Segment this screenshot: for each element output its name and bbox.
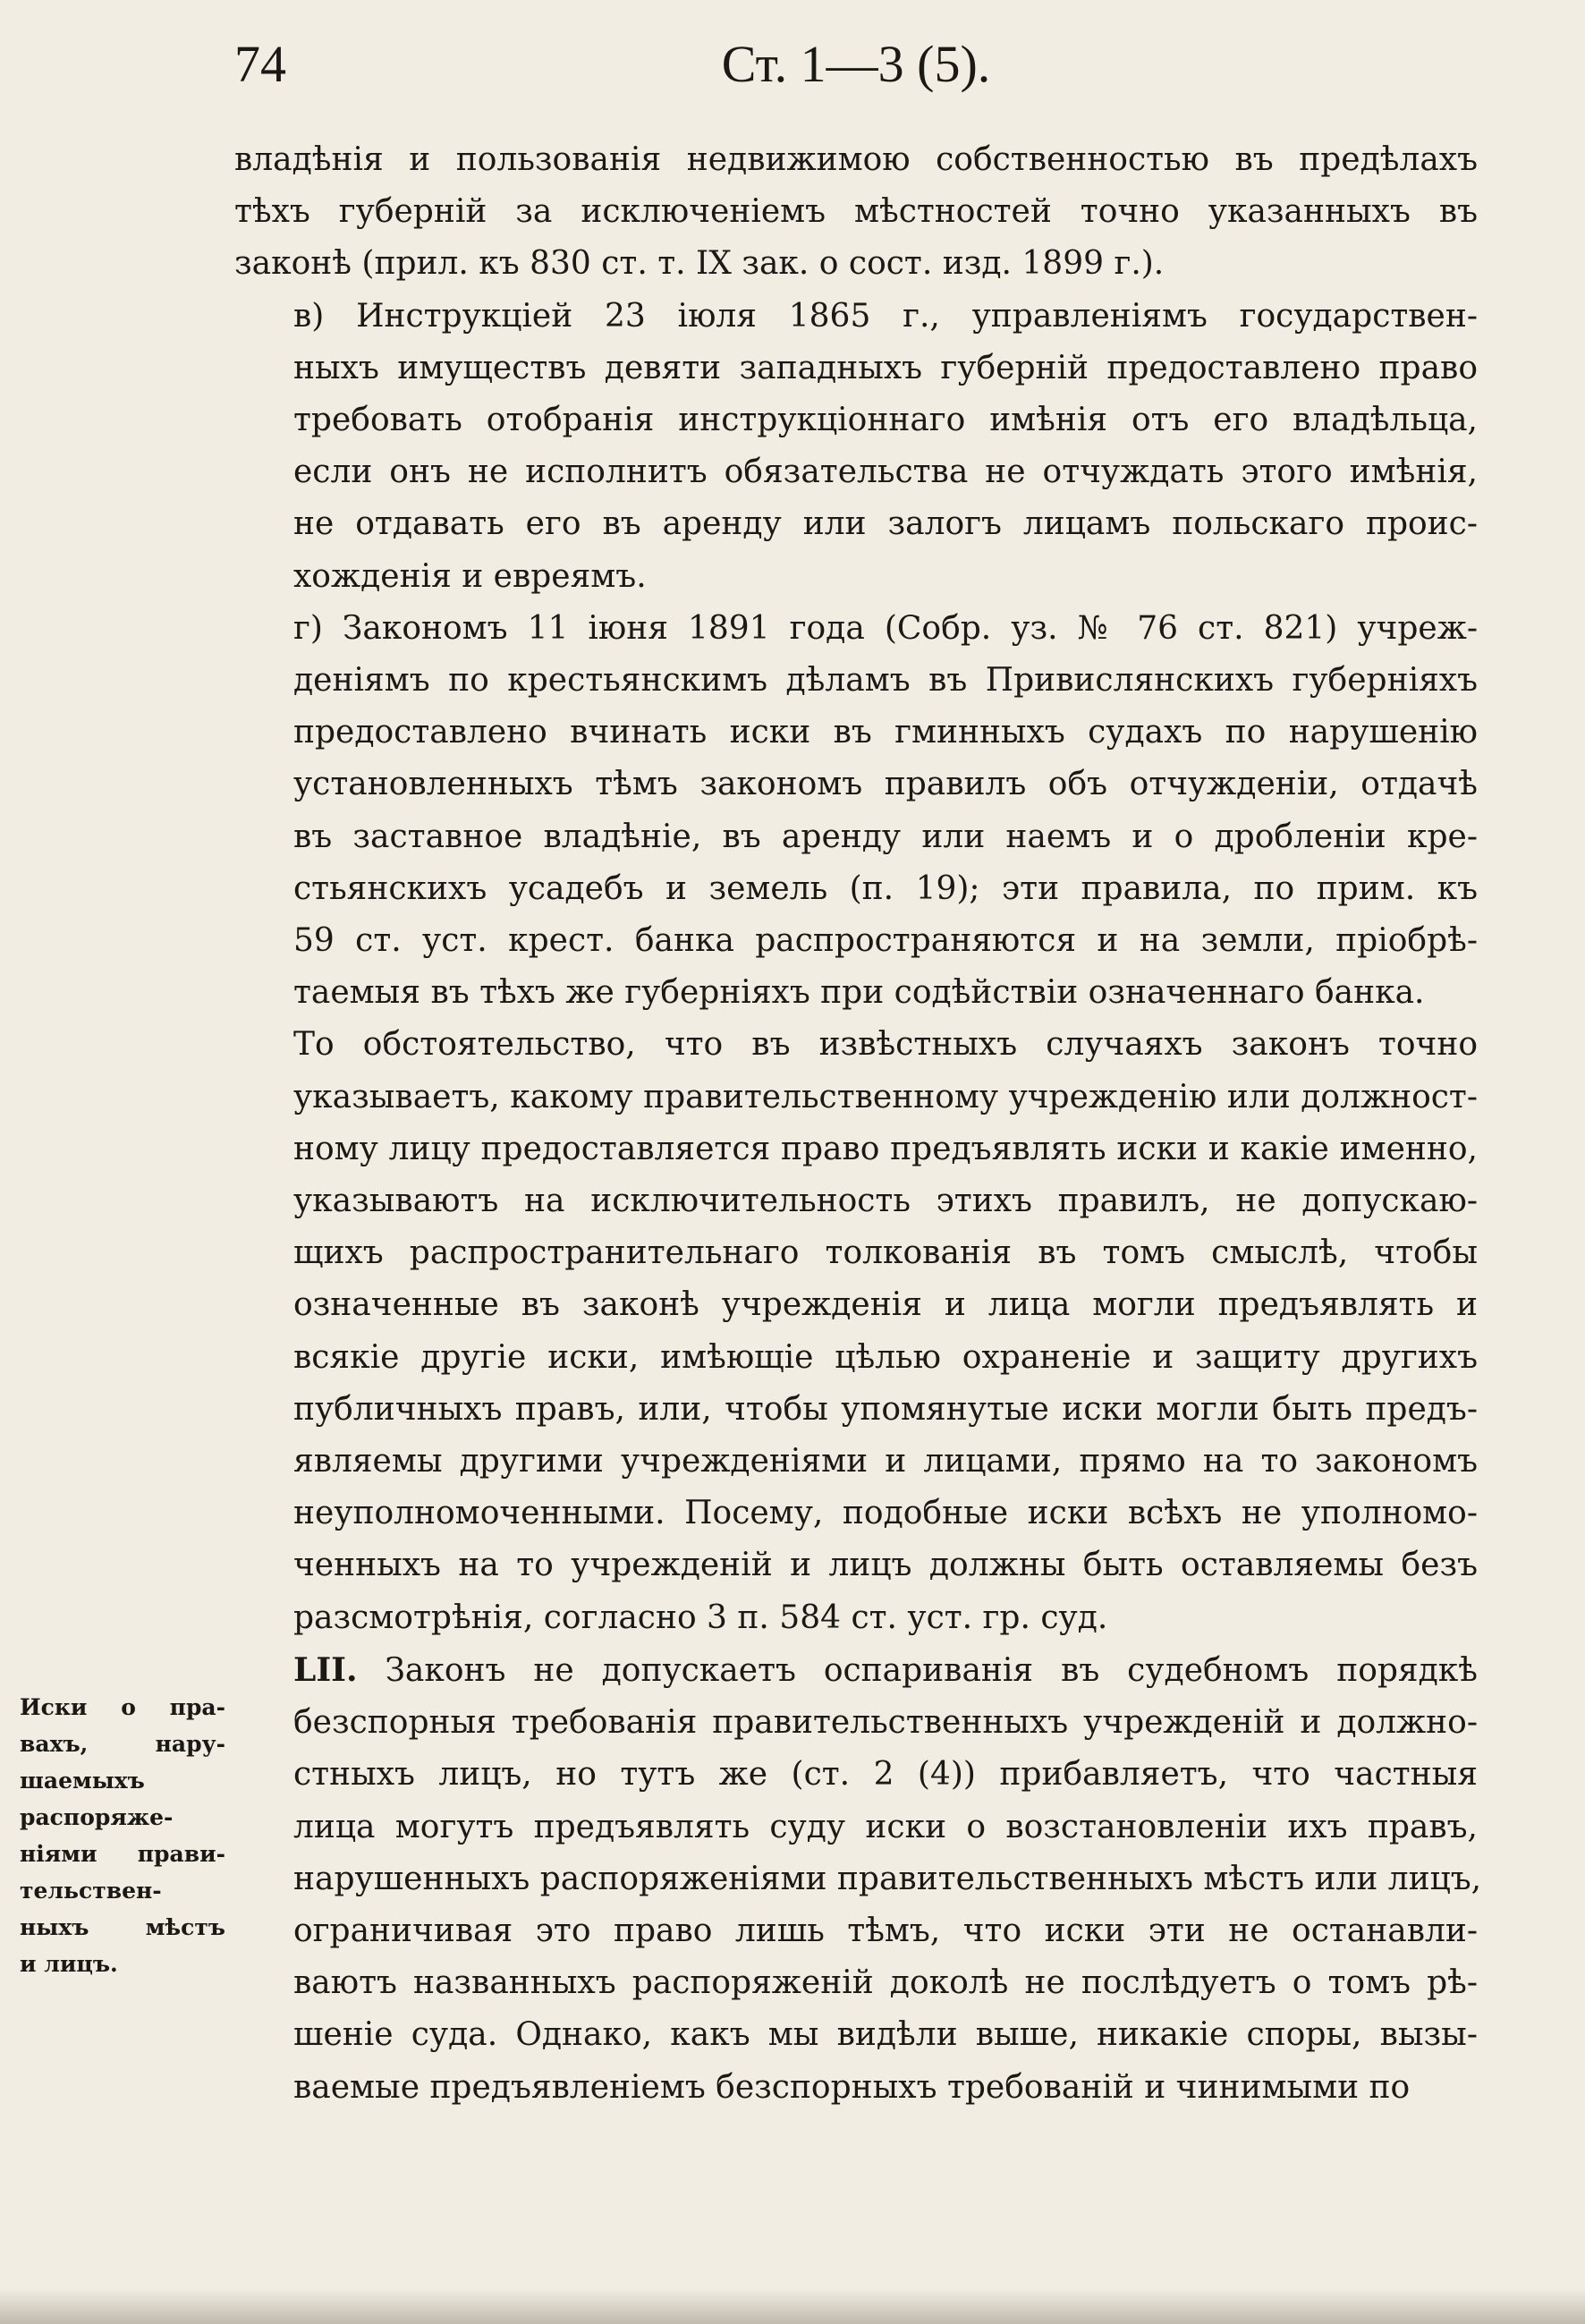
text-line: ныхъ имуществъ девяти западныхъ губерній предоставлено право — [293, 349, 1478, 386]
page-number: 74 — [234, 35, 286, 93]
margin-note-line: вахъ, нару- — [20, 1731, 225, 1757]
text-line: являемы другими учрежденіями и лицами, прямо на то закономъ — [293, 1443, 1478, 1480]
page-edge-shadow — [0, 2288, 1585, 2324]
text-line: ваемые предъявленіемъ безспорныхъ требованій и чинимыми по — [293, 2068, 1411, 2106]
text-line: неуполномоченными. Посему, подобные иски всѣхъ не уполномо- — [293, 1495, 1478, 1532]
margin-note-line: Иски о пра- — [20, 1694, 225, 1720]
paragraph — [234, 291, 1478, 603]
text-line: публичныхъ правъ, или, чтобы упомянутые иски могли быть предъ- — [293, 1390, 1478, 1428]
body-text — [234, 134, 1482, 2114]
text-line: не отдавать его въ аренду или залогъ лицамъ польскаго проис- — [293, 505, 1478, 543]
text-line: ваютъ названныхъ распоряженій доколѣ не послѣдуетъ о томъ рѣ- — [293, 1964, 1478, 2002]
margin-note-line: ныхъ мѣстъ — [20, 1914, 225, 1940]
text-line: требовать отобранія инструкціоннаго имѣнія отъ его владѣльца, — [293, 402, 1478, 439]
article-reference: Ст. 1—3 (5). — [721, 35, 991, 93]
text-line: стьянскихъ усадебъ и земель (п. 19); эти правила, по прим. къ — [293, 869, 1478, 907]
paragraph — [234, 1019, 1478, 1643]
text-line: 59 ст. уст. крест. банка распространяются и на земли, пріобрѣ- — [293, 922, 1478, 960]
text-line: таемыя въ тѣхъ же губерніяхъ при содѣйствіи означеннаго банка. — [293, 974, 1425, 1012]
text-line: всякіе другіе иски, имѣющіе цѣлью охраненіе и защиту другихъ — [293, 1338, 1478, 1376]
text-line: деніямъ по крестьянскимъ дѣламъ въ Привислянскихъ губерніяхъ — [293, 662, 1478, 700]
paragraph — [234, 603, 1478, 1020]
text-line: ному лицу предоставляется право предъявлять иски и какіе именно, — [293, 1130, 1478, 1167]
text-line: въ заставное владѣніе, въ аренду или наемъ и о дробленіи кре- — [293, 818, 1478, 855]
text-line: ограничивая это право лишь тѣмъ, что иски эти не останавли- — [293, 1912, 1478, 1949]
text-line: лица могутъ предъявлять суду иски о возстановленіи ихъ правъ, — [293, 1808, 1478, 1845]
margin-note-line: распоряже- — [20, 1804, 174, 1830]
text-line: стныхъ лицъ, но тутъ же (ст. 2 (4)) прибавляетъ, что частныя — [293, 1756, 1478, 1794]
text-line: ченныхъ на то учрежденій и лицъ должны быть оставляемы безъ — [293, 1547, 1478, 1584]
margin-note-line: и лицъ. — [20, 1951, 118, 1977]
text-line: шеніе суда. Однако, какъ мы видѣли выше, никакіе споры, вызы- — [293, 2016, 1478, 2054]
paragraph — [234, 134, 1478, 291]
section-number: LII. — [293, 1650, 358, 1689]
margin-note-line: ніями прави- — [20, 1841, 225, 1867]
margin-note-line: тельствен- — [20, 1878, 162, 1904]
text-line: безспорныя требованія правительственныхъ учрежденій и должно- — [293, 1704, 1478, 1742]
text-line: разсмотрѣнія, согласно 3 п. 584 ст. уст. гр. суд. — [293, 1599, 1108, 1636]
text-line: законѣ (прил. къ 830 ст. т. IX зак. о сост. изд. 1899 г.). — [234, 245, 1165, 283]
text-line: нарушенныхъ распоряженіями правительственныхъ мѣстъ или лицъ, — [293, 1860, 1482, 1897]
text-line: указываютъ на исключительность этихъ правилъ, не допускаю- — [293, 1183, 1478, 1220]
text-line: владѣнія и пользованія недвижимою собственностью въ предѣлахъ — [234, 141, 1478, 178]
paragraph — [234, 1644, 1482, 2114]
text-line: если онъ не исполнитъ обязательства не отчуждать этого имѣнія, — [293, 454, 1478, 491]
margin-note-line: шаемыхъ — [20, 1768, 145, 1794]
text-line — [234, 1644, 1478, 1697]
text-line: То обстоятельство, что въ извѣстныхъ случаяхъ законъ точно — [293, 1026, 1478, 1064]
text-line: хожденія и евреямъ. — [293, 557, 647, 595]
text-line: установленныхъ тѣмъ закономъ правилъ объ отчужденіи, отдачѣ — [293, 766, 1478, 803]
text-line: г) Закономъ 11 іюня 1891 года (Собр. уз. № 76 ст. 821) учреж- — [293, 609, 1478, 647]
text-line: означенные въ законѣ учрежденія и лица могли предъявлять и — [293, 1286, 1478, 1324]
text-line: в) Инструкціей 23 іюля 1865 г., управленіямъ государствен- — [293, 297, 1478, 335]
margin-note — [20, 1689, 225, 1982]
text-line: тѣхъ губерній за исключеніемъ мѣстностей точно указанныхъ въ — [234, 193, 1478, 231]
text-line-rest: Законъ не допускаетъ оспариванія въ судебномъ порядкѣ — [357, 1651, 1478, 1689]
running-head — [234, 34, 1478, 106]
text-line: предоставлено вчинать иски въ гминныхъ судахъ по нарушенію — [293, 714, 1478, 751]
text-line: указываетъ, какому правительственному учрежденію или должност- — [293, 1078, 1478, 1115]
text-line: щихъ распространительнаго толкованія въ томъ смыслѣ, чтобы — [293, 1234, 1478, 1272]
